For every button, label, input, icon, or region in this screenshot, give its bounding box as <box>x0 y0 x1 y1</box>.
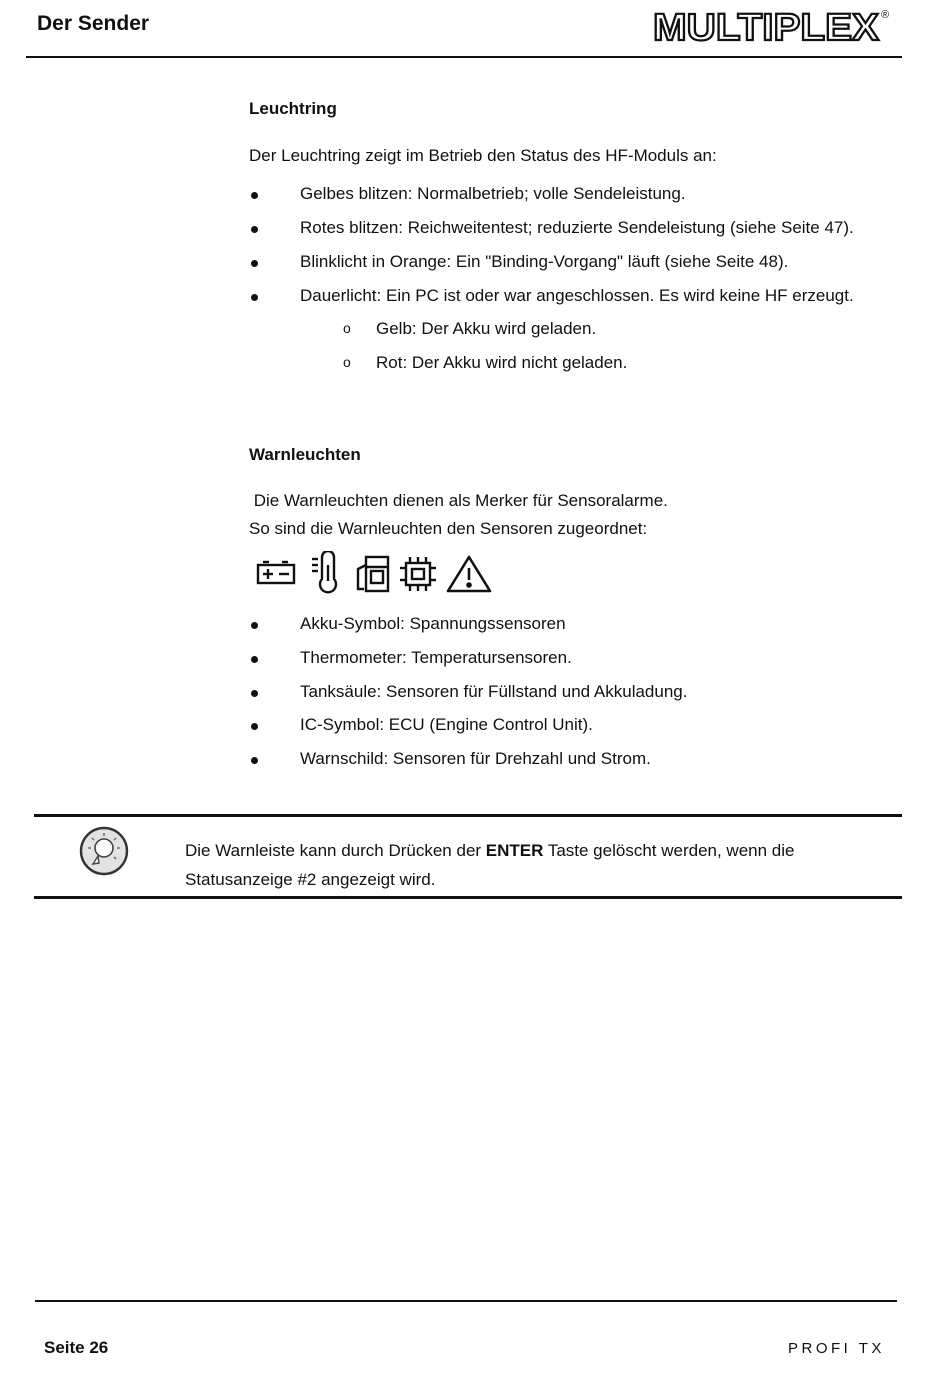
section-intro-line2: So sind die Warnleuchten den Sensoren zugeordnet: <box>249 519 648 538</box>
page-header-title: Der Sender <box>37 12 150 35</box>
lightbulb-tip-icon <box>78 825 130 877</box>
bullet-dot <box>251 757 258 764</box>
bullet-dot <box>251 622 258 629</box>
sub-list-item: o Gelb: Der Akku wird geladen. <box>343 319 597 338</box>
list-item: Blinklicht in Orange: Ein "Binding-Vorgang" läuft (siehe Seite 48). <box>249 252 899 276</box>
bullet-dot <box>251 656 258 663</box>
header-divider <box>26 56 902 58</box>
list-item: Warnschild: Sensoren für Drehzahl und Strom. <box>249 749 899 773</box>
note-bottom-divider <box>34 896 902 899</box>
list-item: Gelbes blitzen: Normalbetrieb; volle Sendeleistung. <box>249 184 899 208</box>
thermometer-icon <box>312 551 336 592</box>
section-intro-line1: Die Warnleuchten dienen als Merker für Sensoralarme. <box>249 491 668 510</box>
list-item: Akku-Symbol: Spannungssensoren <box>249 614 899 638</box>
fuel-pump-icon <box>358 557 388 591</box>
list-item: Rotes blitzen: Reichweitentest; reduzierte Sendeleistung (siehe Seite 47). <box>249 218 899 242</box>
section-intro: Der Leuchtring zeigt im Betrieb den Status des HF-Moduls an: <box>249 146 717 165</box>
product-name: PROFI TX <box>788 1340 885 1357</box>
bullet-dot <box>251 192 258 199</box>
list-item: Thermometer: Temperatursensoren. <box>249 648 899 672</box>
sub-list-item: o Rot: Der Akku wird nicht geladen. <box>343 353 628 372</box>
bullet-dot <box>251 226 258 233</box>
bullet-dot <box>251 690 258 697</box>
multiplex-logo <box>653 4 893 46</box>
enter-key-label: ENTER <box>485 841 544 860</box>
footer-divider <box>35 1300 897 1302</box>
list-item: Tanksäule: Sensoren für Füllstand und Akkuladung. <box>249 682 899 706</box>
list-item: IC-Symbol: ECU (Engine Control Unit). <box>249 715 899 739</box>
warning-icon <box>448 557 490 591</box>
bullet-dot <box>251 723 258 730</box>
list-item: Dauerlicht: Ein PC ist oder war angeschlossen. Es wird keine HF erzeugt. <box>249 286 899 310</box>
svg-text:MULTIPLEX: MULTIPLEX <box>653 7 880 46</box>
note-top-divider <box>34 814 902 817</box>
battery-icon <box>258 562 294 583</box>
warning-light-icons <box>254 551 494 595</box>
bullet-dot <box>251 294 258 301</box>
svg-text:®: ® <box>881 9 890 21</box>
chip-icon <box>400 557 436 591</box>
bullet-dot <box>251 260 258 267</box>
page-number: Seite 26 <box>44 1338 109 1357</box>
note-text: Die Warnleiste kann durch Drücken der ENTER Taste gelöscht werden, wenn die Statusanzeige #2 angezeigt wird. <box>185 841 795 889</box>
section-heading-leuchtring: Leuchtring <box>249 99 337 118</box>
section-heading-warnleuchten: Warnleuchten <box>249 445 361 464</box>
